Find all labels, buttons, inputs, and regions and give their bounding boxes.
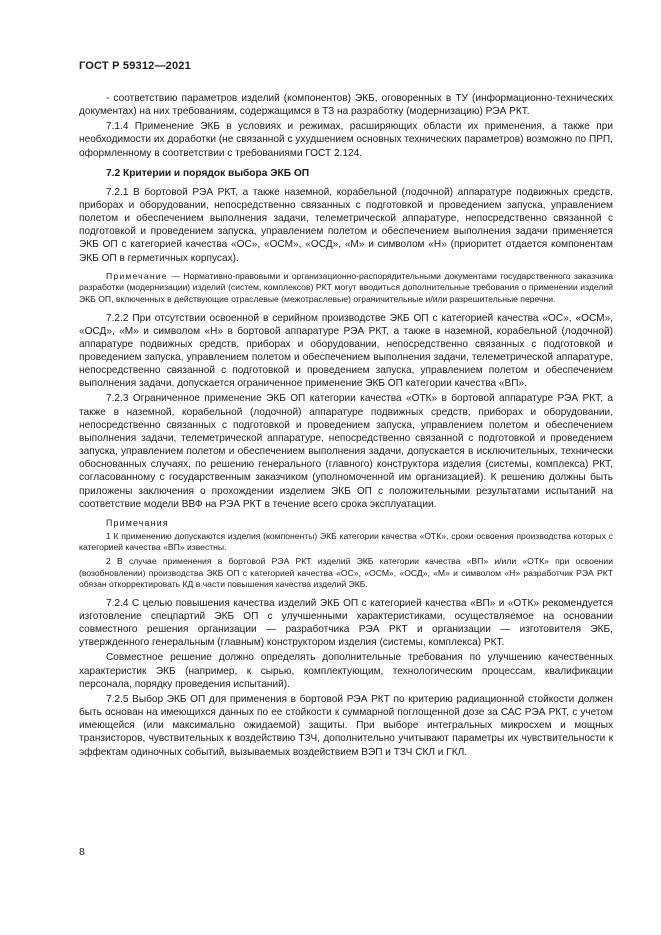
notes-label: Примечания <box>106 517 169 528</box>
document-body <box>79 92 613 759</box>
section-heading-7-2: 7.2 Критерии и порядок выбора ЭКБ ОП <box>106 167 310 179</box>
paragraph-7-2-3: 7.2.3 Ограниченное применение ЭКБ ОП категории качества «ОТК» в бортовой аппаратуре РЭА РКТ, а также в наземной, корабельной (лодочной) аппаратуре подвижных средств, приборах и оборудовании, непосредственно связанных с подготовкой и проведением запуска, управлением полетом и обеспечением выполнения задачи, телеметрической аппаратуре, непосредственно связанной с подготовкой и проведением запуска, управлением полетом и обеспечением выполнения задачи, допускается в исключительных, технически обоснованных случаях, по решению генерального (главного) конструктора изделия (системы, комплекса) РКТ, согласованному с государственным заказчиком (уполномоченной им организацией). К решению должны быть приложены заключения о прохождении изделием ЭКБ ОП с положительными результатами испытаний на соответствие модели ВВФ на РЭА РКТ в течение всего срока эксплуатации. <box>79 393 613 510</box>
paragraph-7-2-2: 7.2.2 При отсутствии освоенной в серийном производстве ЭКБ ОП с категорией качества «ОС», «ОСМ», «ОСД», «М» и символом «Н» в бортовой аппаратуре РЭА РКТ, а также в наземной, корабельной (лодочной) аппаратуре подвижных средств, приборах и оборудовании, непосредственно связанных с подготовкой и проведением запуска, управлением полетом и обеспечением выполнения задачи, телеметрической аппаратуре, непосредственно связанной с подготовкой и проведением запуска, управлением полетом и обеспечением выполнения задачи, допускается ограниченное применение ЭКБ ОП категории качества «ВП». <box>79 312 613 390</box>
paragraph-7-2-5: 7.2.5 Выбор ЭКБ ОП для применения в бортовой РЭА РКТ по критерию радиационной стойкости должен быть основан на имеющихся данных по ее стойкости к суммарной поглощенной дозе за САС РЭА РКТ, с учетом имеющейся (или максимально ожидаемой) защиты. При выборе интегральных микросхем и мощных транзисторов, чувствительных к воздействию ТЗЧ, дополнительно учитывают параметры их чувствительности к эффектам одиночных событий, вызываемых воздействием ВЭП и ТЗЧ СКЛ и ГКЛ. <box>79 693 613 758</box>
note-item-1: 1 К применению допускаются изделия (компоненты) ЭКБ категории качества «ОТК», сроки освоения производства которых с категорией качества «ВП» известны. <box>79 530 613 553</box>
note-item-2: 2 В случае применения в бортовой РЭА РКТ изделий ЭКБ категории качества «ВП» и/или «ОТК» при освоении (возобновлении) производства ЭКБ ОП с категорией качества «ОС», «ОСМ», «ОСД», «М» и символом «Н» разработчик РЭА РКТ обязан откорректировать КД в части повышения качества изделий ЭКБ. <box>79 556 613 590</box>
paragraph-7-2-1: 7.2.1 В бортовой РЭА РКТ, а также наземной, корабельной (лодочной) аппаратуре подвижных средств, приборах и оборудовании, непосредственно связанных с подготовкой и проведением запуска, управлением полетом и обеспечением выполнения задачи, телеметрической аппаратуре, непосредственно связанной с подготовкой и проведением запуска, управлением полетом и обеспечением выполнения задачи применяется ЭКБ ОП с категорией качества «ОС», «ОСМ», «ОСД», «М» и символом «Н» (приоритет отдается компонентам ЭКБ ОП в герметичных корпусах). <box>79 186 613 264</box>
page-number: 8 <box>79 846 85 858</box>
paragraph-joint-decision: Совместное решение должно определять дополнительные требования по улучшению качественных характеристик ЭКБ (например, к сырью, комплектующим, технологическим процессам, квалификации персонала, порядку проведения испытаний). <box>79 652 613 690</box>
note-text: — Нормативно-правовыми и организационно-распорядительными документами государственного заказчика разработки (модернизации) изделий (систем, комплексов) РКТ могут вводиться дополнительные требования о применении изделий ЭКБ ОП, включенных в действующие отраслевые (межотраслевые) ограничительные и/или разрешительные перечни. <box>79 270 613 304</box>
document-header: ГОСТ Р 59312—2021 <box>79 60 191 72</box>
paragraph-continuation: - соответствию параметров изделий (компонентов) ЭКБ, оговоренных в ТУ (информационно-технических документах) на них требованиям, содержащимся в ТЗ на разработку (модернизацию) РЭА РКТ. <box>79 93 613 118</box>
paragraph-7-1-4: 7.1.4 Применение ЭКБ в условиях и режимах, расширяющих области их применения, а также при необходимости их доработки (не связанной с ухудшением основных технических параметров) возможно по ПРП, оформленному в соответствии с требованиями ГОСТ 2.124. <box>79 121 613 159</box>
paragraph-7-2-4: 7.2.4 С целью повышения качества изделий ЭКБ ОП с категорией качества «ВП» и «ОТК» рекомендуется изготовление спецпартий ЭКБ ОП с улучшенными характеристиками, осуществляемое на основании совместного решения организации — разработчика РЭА РКТ и организации — изготовителя ЭКБ, утвержденного генеральным (главным) конструктором изделия (системы, комплекса) РКТ. <box>79 597 613 649</box>
note-label: Примечание <box>106 270 168 281</box>
note-7-2-1 <box>79 271 613 306</box>
